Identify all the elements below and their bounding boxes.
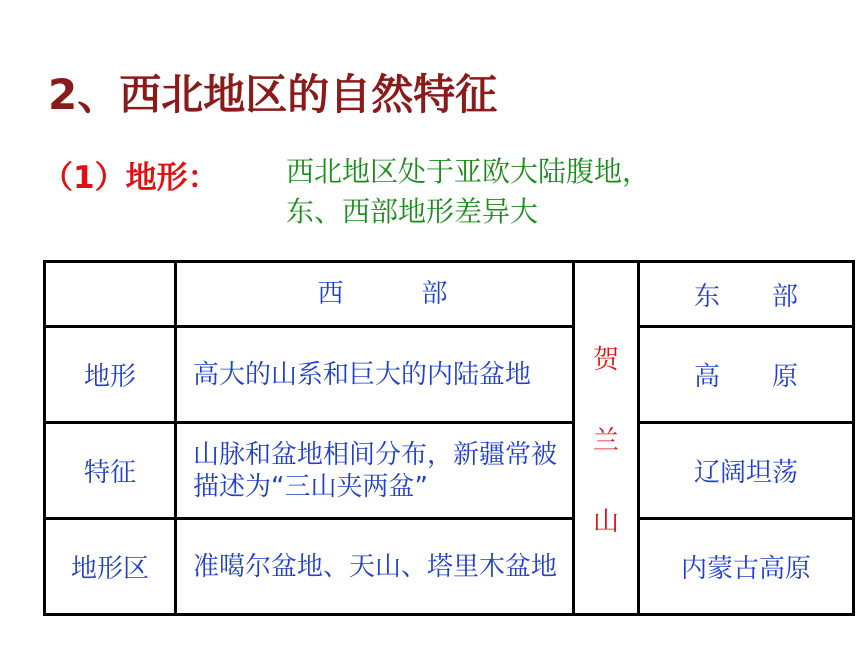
row-label: 地形 <box>45 327 176 423</box>
row-west-cell: 高大的山系和巨大的内陆盆地 <box>176 327 574 423</box>
table-row <box>45 327 854 423</box>
helan-mountain-divider <box>574 262 639 615</box>
divider-char-1: 贺 <box>592 344 619 375</box>
row-west-cell: 准噶尔盆地、天山、塔里木盆地 <box>176 519 574 615</box>
row-east-cell: 辽阔坦荡 <box>639 423 854 519</box>
divider-char-3: 山 <box>592 506 619 537</box>
row-west-cell: 山脉和盆地相间分布，新疆常被描述为“三山夹两盆” <box>176 423 574 519</box>
table-row <box>45 423 854 519</box>
row-label: 地形区 <box>45 519 176 615</box>
section-label: （1）地形： <box>42 160 219 196</box>
header-west: 西 部 <box>176 262 574 327</box>
header-empty-cell <box>45 262 176 327</box>
table-header-row <box>45 262 854 327</box>
row-label: 特征 <box>45 423 176 519</box>
row-east-cell: 高 原 <box>639 327 854 423</box>
table-row <box>45 519 854 615</box>
row-east-cell: 内蒙古高原 <box>639 519 854 615</box>
page-title: 2、西北地区的自然特征 <box>48 70 498 119</box>
terrain-comparison-table <box>43 260 855 616</box>
section-description <box>286 152 650 232</box>
description-line-2: 东、西部地形差异大 <box>286 195 539 228</box>
description-line-1: 西北地区处于亚欧大陆腹地， <box>286 155 651 188</box>
divider-char-2: 兰 <box>592 425 619 456</box>
header-east: 东 部 <box>639 262 854 327</box>
